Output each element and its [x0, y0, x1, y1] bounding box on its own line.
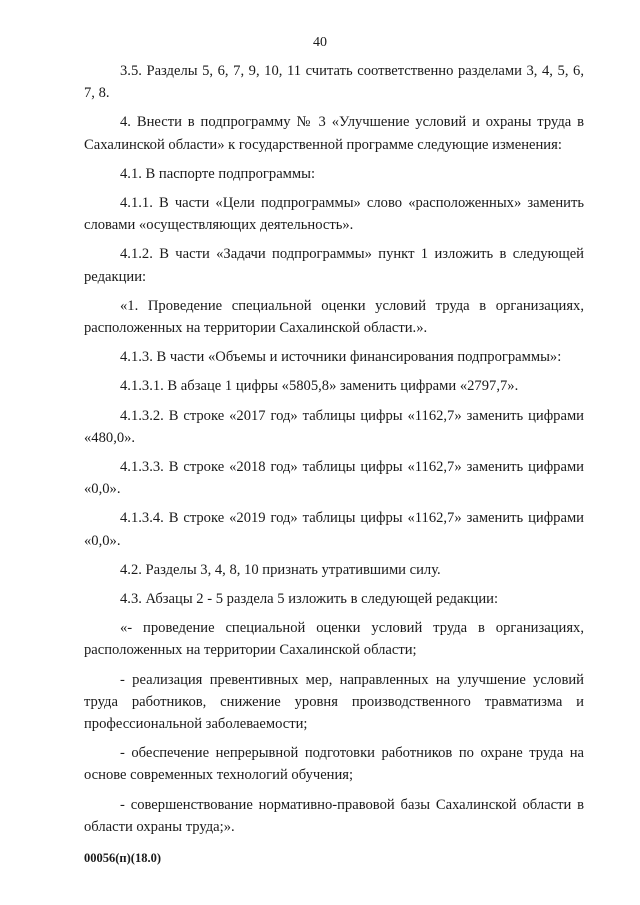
- paragraph-3-5: 3.5. Разделы 5, 6, 7, 9, 10, 11 считать соответственно разделами 3, 4, 5, 6, 7, 8.: [84, 63, 584, 102]
- paragraph-bullet-4: - совершенствование нормативно-правовой базы Сахалинской области в области охраны труда;».: [84, 796, 584, 835]
- paragraph-quote-1: «1. Проведение специальной оценки условий труда в организациях, расположенных на территории Сахалинской области.».: [84, 297, 584, 337]
- paragraph-bullet-2: - реализация превентивных мер, направленных на улучшение условий труда работников, снижение уровня производственного травматизма и профессиональной заболеваемости;: [84, 671, 584, 733]
- paragraph-4-1-3-4: 4.1.3.4. В строке «2019 год» таблицы цифры «1162,7» заменить цифрами «0,0».: [84, 510, 584, 549]
- paragraph-4-2: 4.2. Разделы 3, 4, 8, 10 признать утратившими силу.: [120, 561, 441, 578]
- paragraph-4-1-3-3: 4.1.3.3. В строке «2018 год» таблицы цифры «1162,7» заменить цифрами «0,0».: [84, 459, 584, 498]
- paragraph-4-1-1: 4.1.1. В части «Цели подпрограммы» слово «расположенных» заменить словами «осуществляющих деятельность».: [84, 195, 584, 234]
- paragraph-4-1: 4.1. В паспорте подпрограммы:: [120, 165, 316, 182]
- page-number: 40: [313, 35, 327, 50]
- document-body: [84, 60, 584, 845]
- paragraph-4-1-3-2: 4.1.3.2. В строке «2017 год» таблицы цифры «1162,7» заменить цифрами «480,0».: [84, 407, 584, 446]
- document-code: 00056(п)(18.0): [84, 851, 161, 865]
- paragraph-4-3: 4.3. Абзацы 2 - 5 раздела 5 изложить в следующей редакции:: [120, 591, 499, 608]
- paragraph-bullet-1: «- проведение специальной оценки условий труда в организациях, расположенных на территории Сахалинской области;: [84, 620, 584, 659]
- paragraph-bullet-3: - обеспечение непрерывной подготовки работников по охране труда на основе современных технологий обучения;: [84, 745, 584, 784]
- paragraph-4: 4. Внести в подпрограмму № 3 «Улучшение условий и охраны труда в Сахалинской области» к государственной программе следующие изменения:: [84, 114, 584, 153]
- paragraph-4-1-3-1: 4.1.3.1. В абзаце 1 цифры «5805,8» заменить цифрами «2797,7».: [120, 378, 519, 395]
- paragraph-4-1-2: 4.1.2. В части «Задачи подпрограммы» пункт 1 изложить в следующей редакции:: [84, 246, 584, 285]
- paragraph-4-1-3: 4.1.3. В части «Объемы и источники финансирования подпрограммы»:: [120, 349, 562, 366]
